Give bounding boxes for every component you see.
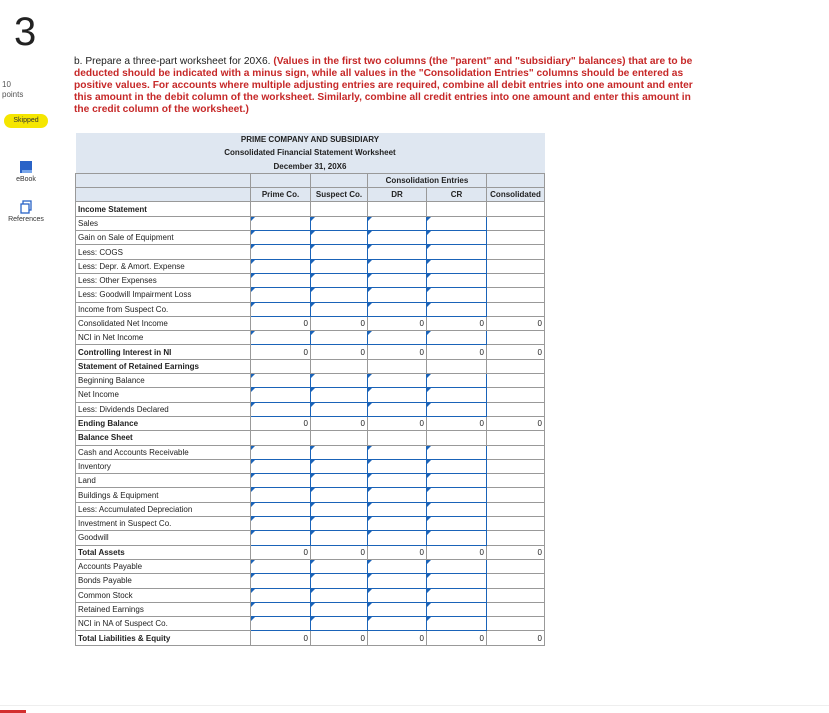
table-row	[76, 402, 545, 416]
table-row	[76, 316, 545, 330]
total-value: 0	[487, 545, 545, 559]
worksheet-input[interactable]	[251, 517, 311, 531]
col-consolidated-header: Consolidated	[487, 188, 545, 202]
total-value: 0	[368, 545, 427, 559]
worksheet-input[interactable]	[251, 445, 311, 459]
worksheet-input[interactable]	[427, 374, 487, 388]
row-label: Income Statement	[76, 202, 251, 216]
worksheet-input[interactable]	[368, 502, 427, 516]
worksheet-input[interactable]	[251, 588, 311, 602]
consolidated-cell	[487, 288, 545, 302]
worksheet-input[interactable]	[311, 402, 368, 416]
row-label: NCI in NA of Suspect Co.	[76, 617, 251, 631]
table-row	[76, 445, 545, 459]
table-row	[76, 245, 545, 259]
ebook-label: eBook	[16, 176, 36, 183]
table-row	[76, 216, 545, 230]
total-value: 0	[311, 416, 368, 430]
consolidated-cell	[487, 588, 545, 602]
worksheet-input[interactable]	[311, 216, 368, 230]
worksheet-input[interactable]	[368, 302, 427, 316]
consolidated-cell	[487, 216, 545, 230]
worksheet-input[interactable]	[311, 245, 368, 259]
consolidated-cell	[487, 245, 545, 259]
worksheet-input[interactable]	[251, 374, 311, 388]
row-label: Statement of Retained Earnings	[76, 359, 251, 373]
col-prime-header: Prime Co.	[251, 188, 311, 202]
consolidated-cell	[487, 517, 545, 531]
consolidated-cell	[487, 559, 545, 573]
worksheet-input[interactable]	[368, 459, 427, 473]
skipped-badge: Skipped	[4, 114, 48, 128]
worksheet-input[interactable]	[251, 216, 311, 230]
references-label: References	[8, 216, 44, 223]
worksheet-input[interactable]	[368, 602, 427, 616]
worksheet-input[interactable]	[251, 459, 311, 473]
col-suspect-header: Suspect Co.	[311, 188, 368, 202]
worksheet-input[interactable]	[251, 402, 311, 416]
table-row	[76, 517, 545, 531]
worksheet-input[interactable]	[311, 302, 368, 316]
table-row	[76, 331, 545, 345]
worksheet-input[interactable]	[311, 531, 368, 545]
worksheet-input[interactable]	[368, 474, 427, 488]
total-value: 0	[487, 316, 545, 330]
row-label: Accounts Payable	[76, 559, 251, 573]
worksheet-input[interactable]	[427, 559, 487, 573]
worksheet-input[interactable]	[427, 288, 487, 302]
worksheet-input[interactable]	[427, 331, 487, 345]
worksheet-input[interactable]	[427, 474, 487, 488]
total-value: 0	[251, 345, 311, 359]
row-label: Total Assets	[76, 545, 251, 559]
row-label: Cash and Accounts Receivable	[76, 445, 251, 459]
total-value: 0	[251, 316, 311, 330]
consolidated-cell	[487, 402, 545, 416]
worksheet-input[interactable]	[427, 302, 487, 316]
worksheet-title-company: PRIME COMPANY AND SUBSIDIARY	[76, 133, 545, 146]
worksheet-input[interactable]	[427, 388, 487, 402]
row-label: Beginning Balance	[76, 374, 251, 388]
table-row	[76, 359, 545, 373]
total-value: 0	[427, 631, 487, 645]
row-label: Controlling Interest in NI	[76, 345, 251, 359]
col-cr-header: CR	[427, 188, 487, 202]
table-row	[76, 302, 545, 316]
instructions	[74, 56, 704, 116]
row-label: Land	[76, 474, 251, 488]
table-row	[76, 459, 545, 473]
worksheet-input[interactable]	[368, 388, 427, 402]
instructions-bold: (Values in the first two columns (the "parent" and "subsidiary" balances) that are to be deducted should be indicated with a minus sign, while all values in the "Consolidation Entries" columns should be entered as positive values. For accounts where multiple adjusting entries are required, combine all debit entries into one amount and enter this amount in the debit column of the worksheet. Similarly, combine all credit entries into one amount and enter this amount in the credit column of the worksheet.)	[74, 56, 693, 115]
table-row	[76, 259, 545, 273]
worksheet-input[interactable]	[427, 402, 487, 416]
worksheet-input[interactable]	[311, 517, 368, 531]
row-label: Less: Dividends Declared	[76, 402, 251, 416]
question-sidebar	[0, 0, 52, 713]
worksheet-input[interactable]	[311, 602, 368, 616]
worksheet-input[interactable]	[368, 273, 427, 287]
worksheet-input[interactable]	[251, 288, 311, 302]
worksheet-input[interactable]	[251, 488, 311, 502]
consolidated-cell	[487, 617, 545, 631]
row-label: Investment in Suspect Co.	[76, 517, 251, 531]
row-label: Goodwill	[76, 531, 251, 545]
total-value: 0	[251, 545, 311, 559]
consolidated-cell	[487, 574, 545, 588]
worksheet-input[interactable]	[311, 374, 368, 388]
worksheet-input[interactable]	[368, 488, 427, 502]
row-label: Balance Sheet	[76, 431, 251, 445]
worksheet-input[interactable]	[368, 517, 427, 531]
worksheet-input[interactable]	[427, 488, 487, 502]
total-value: 0	[427, 345, 487, 359]
total-value: 0	[427, 416, 487, 430]
worksheet-input[interactable]	[311, 459, 368, 473]
worksheet-input[interactable]	[427, 602, 487, 616]
table-row	[76, 431, 545, 445]
worksheet-input[interactable]	[427, 445, 487, 459]
row-label: Income from Suspect Co.	[76, 302, 251, 316]
row-label: Less: Depr. & Amort. Expense	[76, 259, 251, 273]
total-value: 0	[368, 316, 427, 330]
worksheet-input[interactable]	[251, 531, 311, 545]
worksheet-input[interactable]	[368, 216, 427, 230]
row-label: Less: Other Expenses	[76, 273, 251, 287]
row-label: Consolidated Net Income	[76, 316, 251, 330]
worksheet-input[interactable]	[311, 388, 368, 402]
worksheet-input[interactable]	[427, 259, 487, 273]
table-row	[76, 288, 545, 302]
worksheet-input[interactable]	[427, 273, 487, 287]
worksheet-input[interactable]	[368, 531, 427, 545]
worksheet-input[interactable]	[251, 245, 311, 259]
consolidated-cell	[487, 331, 545, 345]
table-row	[76, 488, 545, 502]
consolidated-cell	[487, 488, 545, 502]
table-row	[76, 474, 545, 488]
total-value: 0	[311, 316, 368, 330]
worksheet-input[interactable]	[311, 617, 368, 631]
table-row	[76, 559, 545, 573]
consolidated-cell	[487, 602, 545, 616]
worksheet-input[interactable]	[311, 259, 368, 273]
worksheet-input[interactable]	[251, 617, 311, 631]
worksheet-input[interactable]	[368, 231, 427, 245]
row-label: Less: Accumulated Depreciation	[76, 502, 251, 516]
worksheet-input[interactable]	[427, 245, 487, 259]
table-row	[76, 588, 545, 602]
total-value: 0	[311, 345, 368, 359]
table-row	[76, 374, 545, 388]
worksheet-input[interactable]	[427, 502, 487, 516]
total-value: 0	[251, 631, 311, 645]
worksheet-input[interactable]	[368, 559, 427, 573]
consolidated-cell	[487, 231, 545, 245]
row-label: Less: Goodwill Impairment Loss	[76, 288, 251, 302]
row-label: Bonds Payable	[76, 574, 251, 588]
worksheet-title-date: December 31, 20X6	[76, 160, 545, 174]
worksheet-input[interactable]	[251, 388, 311, 402]
table-row	[76, 631, 545, 645]
question-number: 3	[14, 10, 37, 54]
consolidated-cell	[487, 374, 545, 388]
row-label: Sales	[76, 216, 251, 230]
worksheet-input[interactable]	[251, 259, 311, 273]
total-value: 0	[251, 416, 311, 430]
total-value: 0	[368, 416, 427, 430]
row-label: Buildings & Equipment	[76, 488, 251, 502]
worksheet-input[interactable]	[251, 502, 311, 516]
consolidated-cell	[487, 445, 545, 459]
table-row	[76, 602, 545, 616]
worksheet-input[interactable]	[311, 231, 368, 245]
worksheet-input[interactable]	[251, 273, 311, 287]
row-label: Less: COGS	[76, 245, 251, 259]
table-row	[76, 345, 545, 359]
row-label: Net Income	[76, 388, 251, 402]
worksheet-input[interactable]	[251, 302, 311, 316]
consolidated-cell	[487, 502, 545, 516]
worksheet-input[interactable]	[311, 288, 368, 302]
divider	[0, 705, 829, 706]
row-label: Ending Balance	[76, 416, 251, 430]
row-label: Total Liabilities & Equity	[76, 631, 251, 645]
worksheet-input[interactable]	[311, 445, 368, 459]
table-row	[76, 273, 545, 287]
table-row	[76, 231, 545, 245]
col-dr-header: DR	[368, 188, 427, 202]
total-value: 0	[487, 631, 545, 645]
worksheet-input[interactable]	[311, 574, 368, 588]
worksheet-input[interactable]	[427, 231, 487, 245]
points-value: 10	[2, 80, 11, 89]
table-row	[76, 416, 545, 430]
worksheet-input[interactable]	[427, 459, 487, 473]
total-value: 0	[487, 345, 545, 359]
worksheet-input[interactable]	[251, 331, 311, 345]
consolidated-cell	[487, 531, 545, 545]
consolidated-cell	[487, 459, 545, 473]
worksheet-input[interactable]	[368, 331, 427, 345]
worksheet-table	[75, 133, 545, 646]
worksheet-input[interactable]	[368, 617, 427, 631]
worksheet-input[interactable]	[368, 574, 427, 588]
consolidated-cell	[487, 273, 545, 287]
book-icon	[19, 160, 33, 174]
total-value: 0	[427, 545, 487, 559]
worksheet-input[interactable]	[368, 402, 427, 416]
worksheet-input[interactable]	[251, 559, 311, 573]
worksheet-input[interactable]	[311, 273, 368, 287]
worksheet-input[interactable]	[251, 231, 311, 245]
total-value: 0	[368, 345, 427, 359]
worksheet-input[interactable]	[251, 602, 311, 616]
row-label: Gain on Sale of Equipment	[76, 231, 251, 245]
row-label: NCI in Net Income	[76, 331, 251, 345]
worksheet-input[interactable]	[427, 588, 487, 602]
worksheet-input[interactable]	[368, 245, 427, 259]
worksheet-input[interactable]	[311, 488, 368, 502]
total-value: 0	[427, 316, 487, 330]
table-row	[76, 202, 545, 216]
copy-icon	[19, 200, 33, 214]
worksheet-input[interactable]	[427, 531, 487, 545]
worksheet-input[interactable]	[368, 259, 427, 273]
table-row	[76, 617, 545, 631]
table-row	[76, 531, 545, 545]
total-value: 0	[311, 631, 368, 645]
row-label: Inventory	[76, 459, 251, 473]
points-info	[2, 80, 23, 100]
instructions-plain: b. Prepare a three-part worksheet for 20X6.	[74, 56, 274, 67]
worksheet-input[interactable]	[427, 574, 487, 588]
worksheet-input[interactable]	[311, 331, 368, 345]
worksheet-input[interactable]	[311, 559, 368, 573]
worksheet-input[interactable]	[368, 374, 427, 388]
worksheet-input[interactable]	[311, 502, 368, 516]
table-row	[76, 545, 545, 559]
worksheet-input[interactable]	[311, 474, 368, 488]
references-link[interactable]	[4, 200, 48, 223]
table-row	[76, 502, 545, 516]
consolidated-cell	[487, 302, 545, 316]
table-row	[76, 388, 545, 402]
row-label: Retained Earnings	[76, 602, 251, 616]
table-row	[76, 574, 545, 588]
worksheet-input[interactable]	[251, 474, 311, 488]
consolidated-cell	[487, 388, 545, 402]
worksheet-input[interactable]	[368, 588, 427, 602]
worksheet-input[interactable]	[311, 588, 368, 602]
worksheet-input[interactable]	[251, 574, 311, 588]
worksheet-input[interactable]	[427, 617, 487, 631]
points-label: points	[2, 90, 24, 99]
total-value: 0	[487, 416, 545, 430]
worksheet-input[interactable]	[368, 288, 427, 302]
total-value: 0	[368, 631, 427, 645]
worksheet-input[interactable]	[427, 517, 487, 531]
worksheet-title-name: Consolidated Financial Statement Worksheet	[76, 146, 545, 159]
row-label: Common Stock	[76, 588, 251, 602]
total-value: 0	[311, 545, 368, 559]
consolidated-cell	[487, 259, 545, 273]
consolidation-entries-header: Consolidation Entries	[368, 173, 487, 187]
worksheet-input[interactable]	[427, 216, 487, 230]
consolidated-cell	[487, 474, 545, 488]
worksheet-input[interactable]	[368, 445, 427, 459]
ebook-link[interactable]	[4, 160, 48, 183]
